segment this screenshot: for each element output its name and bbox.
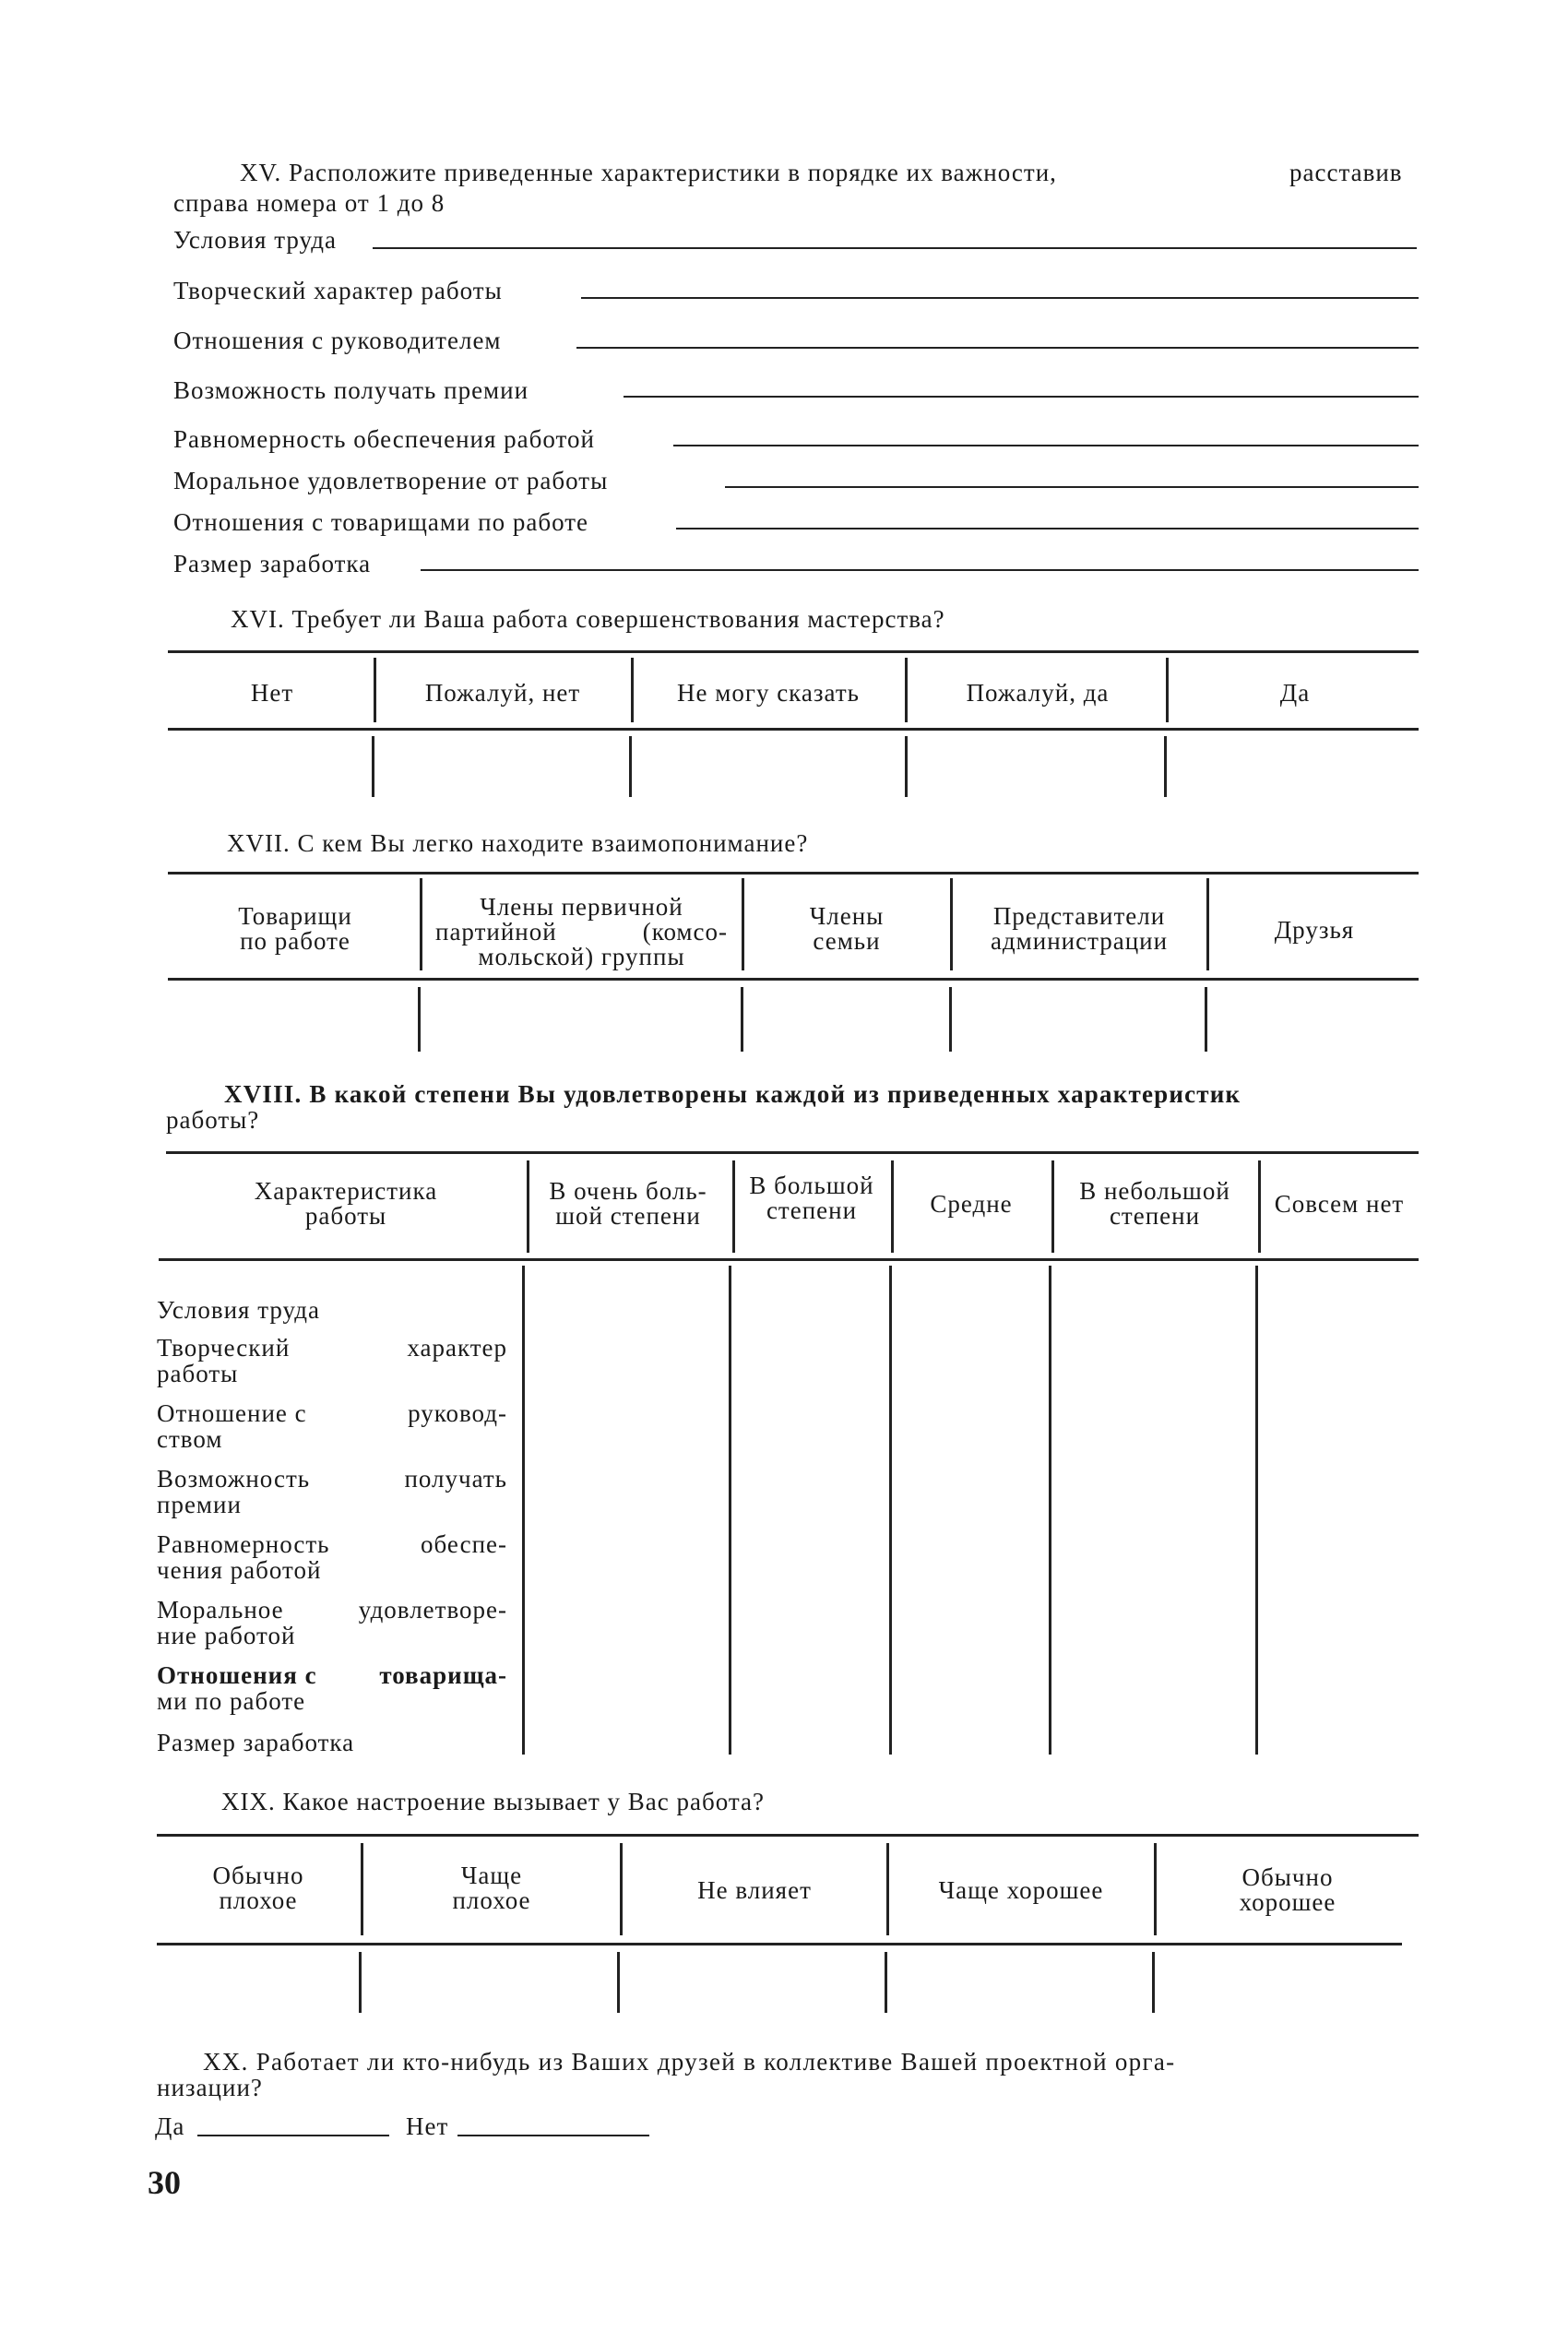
q16-option-3: Не могу сказать [677,679,860,707]
table-rule [168,872,1419,874]
q20-title-line2: низации? [157,2074,263,2101]
answer-column-divider [1049,1266,1051,1755]
q20-title-line1: XX. Работает ли кто-нибудь из Ваших друзей в коллективе Вашей проектной орга- [203,2048,1176,2076]
q18-row-8: Размер заработка [157,1729,355,1756]
q18-column-5: В небольшой степени [1079,1177,1230,1230]
column-divider [905,658,908,722]
q15-item-7: Отношения с товарищами по работе [173,508,588,536]
q17-title: XVII. С кем Вы легко находите взаимопонимание? [227,829,809,857]
answer-cell-divider[interactable] [629,736,632,797]
q15-item-1: Условия труда [173,226,337,254]
q18-title-line2: работы? [166,1106,260,1134]
q18-column-2: В очень боль- шой степени [549,1177,707,1230]
column-divider [631,658,634,722]
answer-cell-divider[interactable] [905,736,908,797]
q18-column-1: Характеристика работы [254,1177,438,1230]
q18-row-6: Моральное удовлетворе- ние работой [157,1596,507,1649]
q17-option-1: Товарищи по работе [238,902,352,955]
q18-row-1: Условия труда [157,1296,320,1324]
answer-line[interactable] [581,297,1419,299]
answer-cell-divider[interactable] [617,1952,620,2013]
q20-no-line[interactable] [457,2135,649,2136]
q19-option-4: Чаще хорошее [938,1876,1104,1904]
answer-cell-divider[interactable] [418,987,421,1052]
column-divider [891,1160,894,1253]
answer-cell-divider[interactable] [1205,987,1207,1052]
answer-cell-divider[interactable] [1164,736,1167,797]
column-divider [374,658,376,722]
table-rule [168,978,1419,981]
answer-cell-divider[interactable] [885,1952,887,2013]
q18-title-line1: XVIII. В какой степени Вы удовлетворены каждой из приведенных характеристик [224,1080,1241,1108]
q16-option-4: Пожалуй, да [966,679,1110,707]
q18-row-7: Отношения с товарища- ми по работе [157,1661,507,1715]
q18-row-3: Отношение с руковод- ством [157,1399,507,1453]
q15-item-6: Моральное удовлетворение от работы [173,467,609,494]
q19-option-2: Чаще плохое [452,1862,531,1914]
q17-option-5: Друзья [1274,916,1355,944]
table-rule [159,1258,1419,1261]
answer-column-divider [1255,1266,1258,1755]
q15-title-line2: справа номера от 1 до 8 [173,189,445,217]
table-rule [168,650,1419,653]
table-rule [157,1943,1402,1945]
column-divider [732,1160,735,1253]
column-divider [420,878,422,970]
column-divider [1051,1160,1054,1253]
answer-line[interactable] [421,569,1419,571]
page-number: 30 [148,2164,181,2201]
q15-item-3: Отношения с руководителем [173,327,502,354]
answer-line[interactable] [676,528,1419,529]
q18-column-3: В большой степени [749,1172,874,1224]
q15-title-line1: XV. Расположите приведенные характеристики в порядке их важности, [240,159,1057,186]
column-divider [527,1160,529,1253]
column-divider [1166,658,1169,722]
q18-column-4: Средне [930,1190,1013,1218]
answer-line[interactable] [624,396,1419,398]
column-divider [620,1843,623,1935]
q20-no-label: Нет [406,2112,449,2140]
q19-option-3: Не влияет [697,1876,812,1904]
answer-line[interactable] [673,445,1419,446]
column-divider [950,878,953,970]
q15-item-2: Творческий характер работы [173,277,503,304]
q16-option-2: Пожалуй, нет [424,679,581,707]
q18-row-4: Возможность получать премии [157,1465,507,1518]
q18-column-6: Совсем нет [1274,1190,1405,1218]
q17-option-2: Члены первичной партийной (комсо- мольской) группы [435,893,728,970]
table-rule [168,728,1419,731]
q17-option-4: Представители администрации [990,902,1169,955]
q18-row-5: Равномерность обеспе- чения работой [157,1530,507,1584]
q20-yes-line[interactable] [197,2135,389,2136]
q16-title: XVI. Требует ли Ваша работа совершенствования мастерства? [231,605,945,633]
q20-yes-label: Да [155,2112,185,2140]
answer-column-divider [889,1266,892,1755]
answer-cell-divider[interactable] [741,987,743,1052]
column-divider [361,1843,363,1935]
q19-option-1: Обычно плохое [212,1862,304,1914]
q15-item-4: Возможность получать премии [173,376,529,404]
q19-option-5: Обычно хорошее [1239,1863,1336,1916]
q16-option-5: Да [1279,679,1311,707]
column-divider [1154,1843,1157,1935]
column-divider [742,878,744,970]
q19-title: XIX. Какое настроение вызывает у Вас работа? [221,1788,765,1815]
table-rule [166,1151,1419,1154]
answer-cell-divider[interactable] [949,987,952,1052]
answer-line[interactable] [373,247,1417,249]
answer-column-divider [522,1266,525,1755]
answer-cell-divider[interactable] [372,736,374,797]
column-divider [1258,1160,1261,1253]
answer-cell-divider[interactable] [359,1952,362,2013]
q15-title-line1-end: расставив [1289,159,1403,186]
q15-item-5: Равномерность обеспечения работой [173,425,595,453]
answer-line[interactable] [725,486,1419,488]
answer-column-divider [729,1266,731,1755]
column-divider [1206,878,1209,970]
answer-cell-divider[interactable] [1152,1952,1155,2013]
q18-row-2: Творческий характер работы [157,1334,507,1387]
column-divider [886,1843,889,1935]
table-rule [157,1834,1419,1837]
answer-line[interactable] [576,347,1419,349]
q15-item-8: Размер заработка [173,550,372,577]
q16-option-1: Нет [250,679,294,707]
q17-option-3: Члены семьи [809,902,885,955]
